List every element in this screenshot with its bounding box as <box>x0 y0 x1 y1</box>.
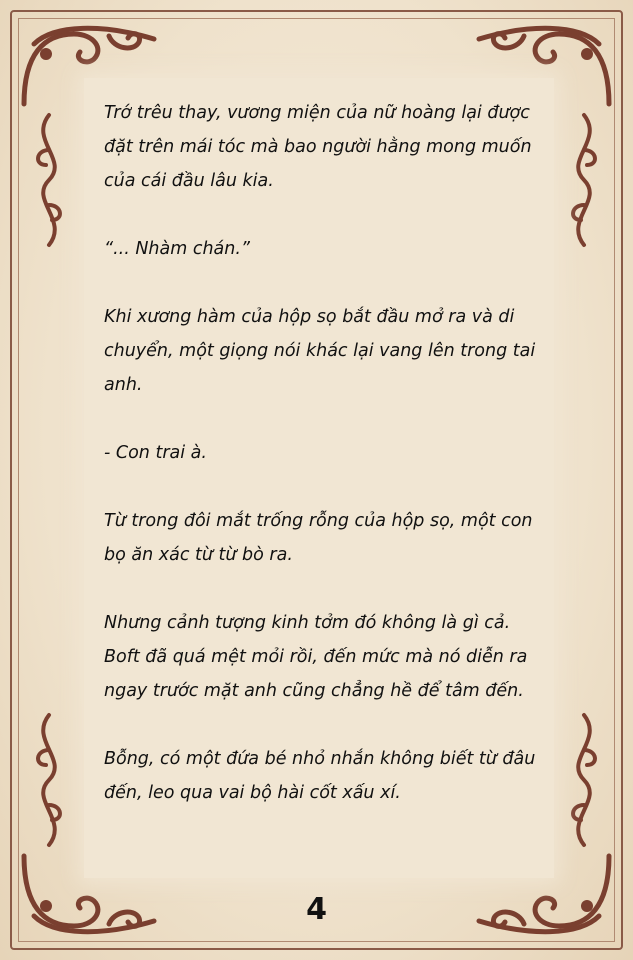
paragraph: Nhưng cảnh tượng kinh tởm đó không là gì cả. Boft đã quá mệt mỏi rồi, đến mức mà nó diễn ra ngay trước mặt anh cũng chẳng hề để tâm đến. <box>104 613 528 701</box>
side-flourish-icon <box>559 710 609 850</box>
side-flourish-icon <box>24 710 74 850</box>
paragraph: “... Nhàm chán.” <box>104 239 250 259</box>
paragraph: Bỗng, có một đứa bé nhỏ nhắn không biết từ đâu đến, leo qua vai bộ hài cốt xấu xí. <box>104 749 536 803</box>
paragraph: Khi xương hàm của hộp sọ bắt đầu mở ra và di chuyển, một giọng nói khác lại vang lên trong tai anh. <box>104 307 536 395</box>
paragraph: Từ trong đôi mắt trống rỗng của hộp sọ, một con bọ ăn xác từ từ bò ra. <box>104 511 533 565</box>
side-flourish-icon <box>24 110 74 250</box>
story-text <box>104 96 544 844</box>
side-flourish-icon <box>559 110 609 250</box>
page-number: 4 <box>306 892 327 927</box>
paragraph: - Con trai à. <box>104 443 207 463</box>
paragraph: Trớ trêu thay, vương miện của nữ hoàng lại được đặt trên mái tóc mà bao người hằng mong muốn của cái đầu lâu kia. <box>104 103 532 191</box>
